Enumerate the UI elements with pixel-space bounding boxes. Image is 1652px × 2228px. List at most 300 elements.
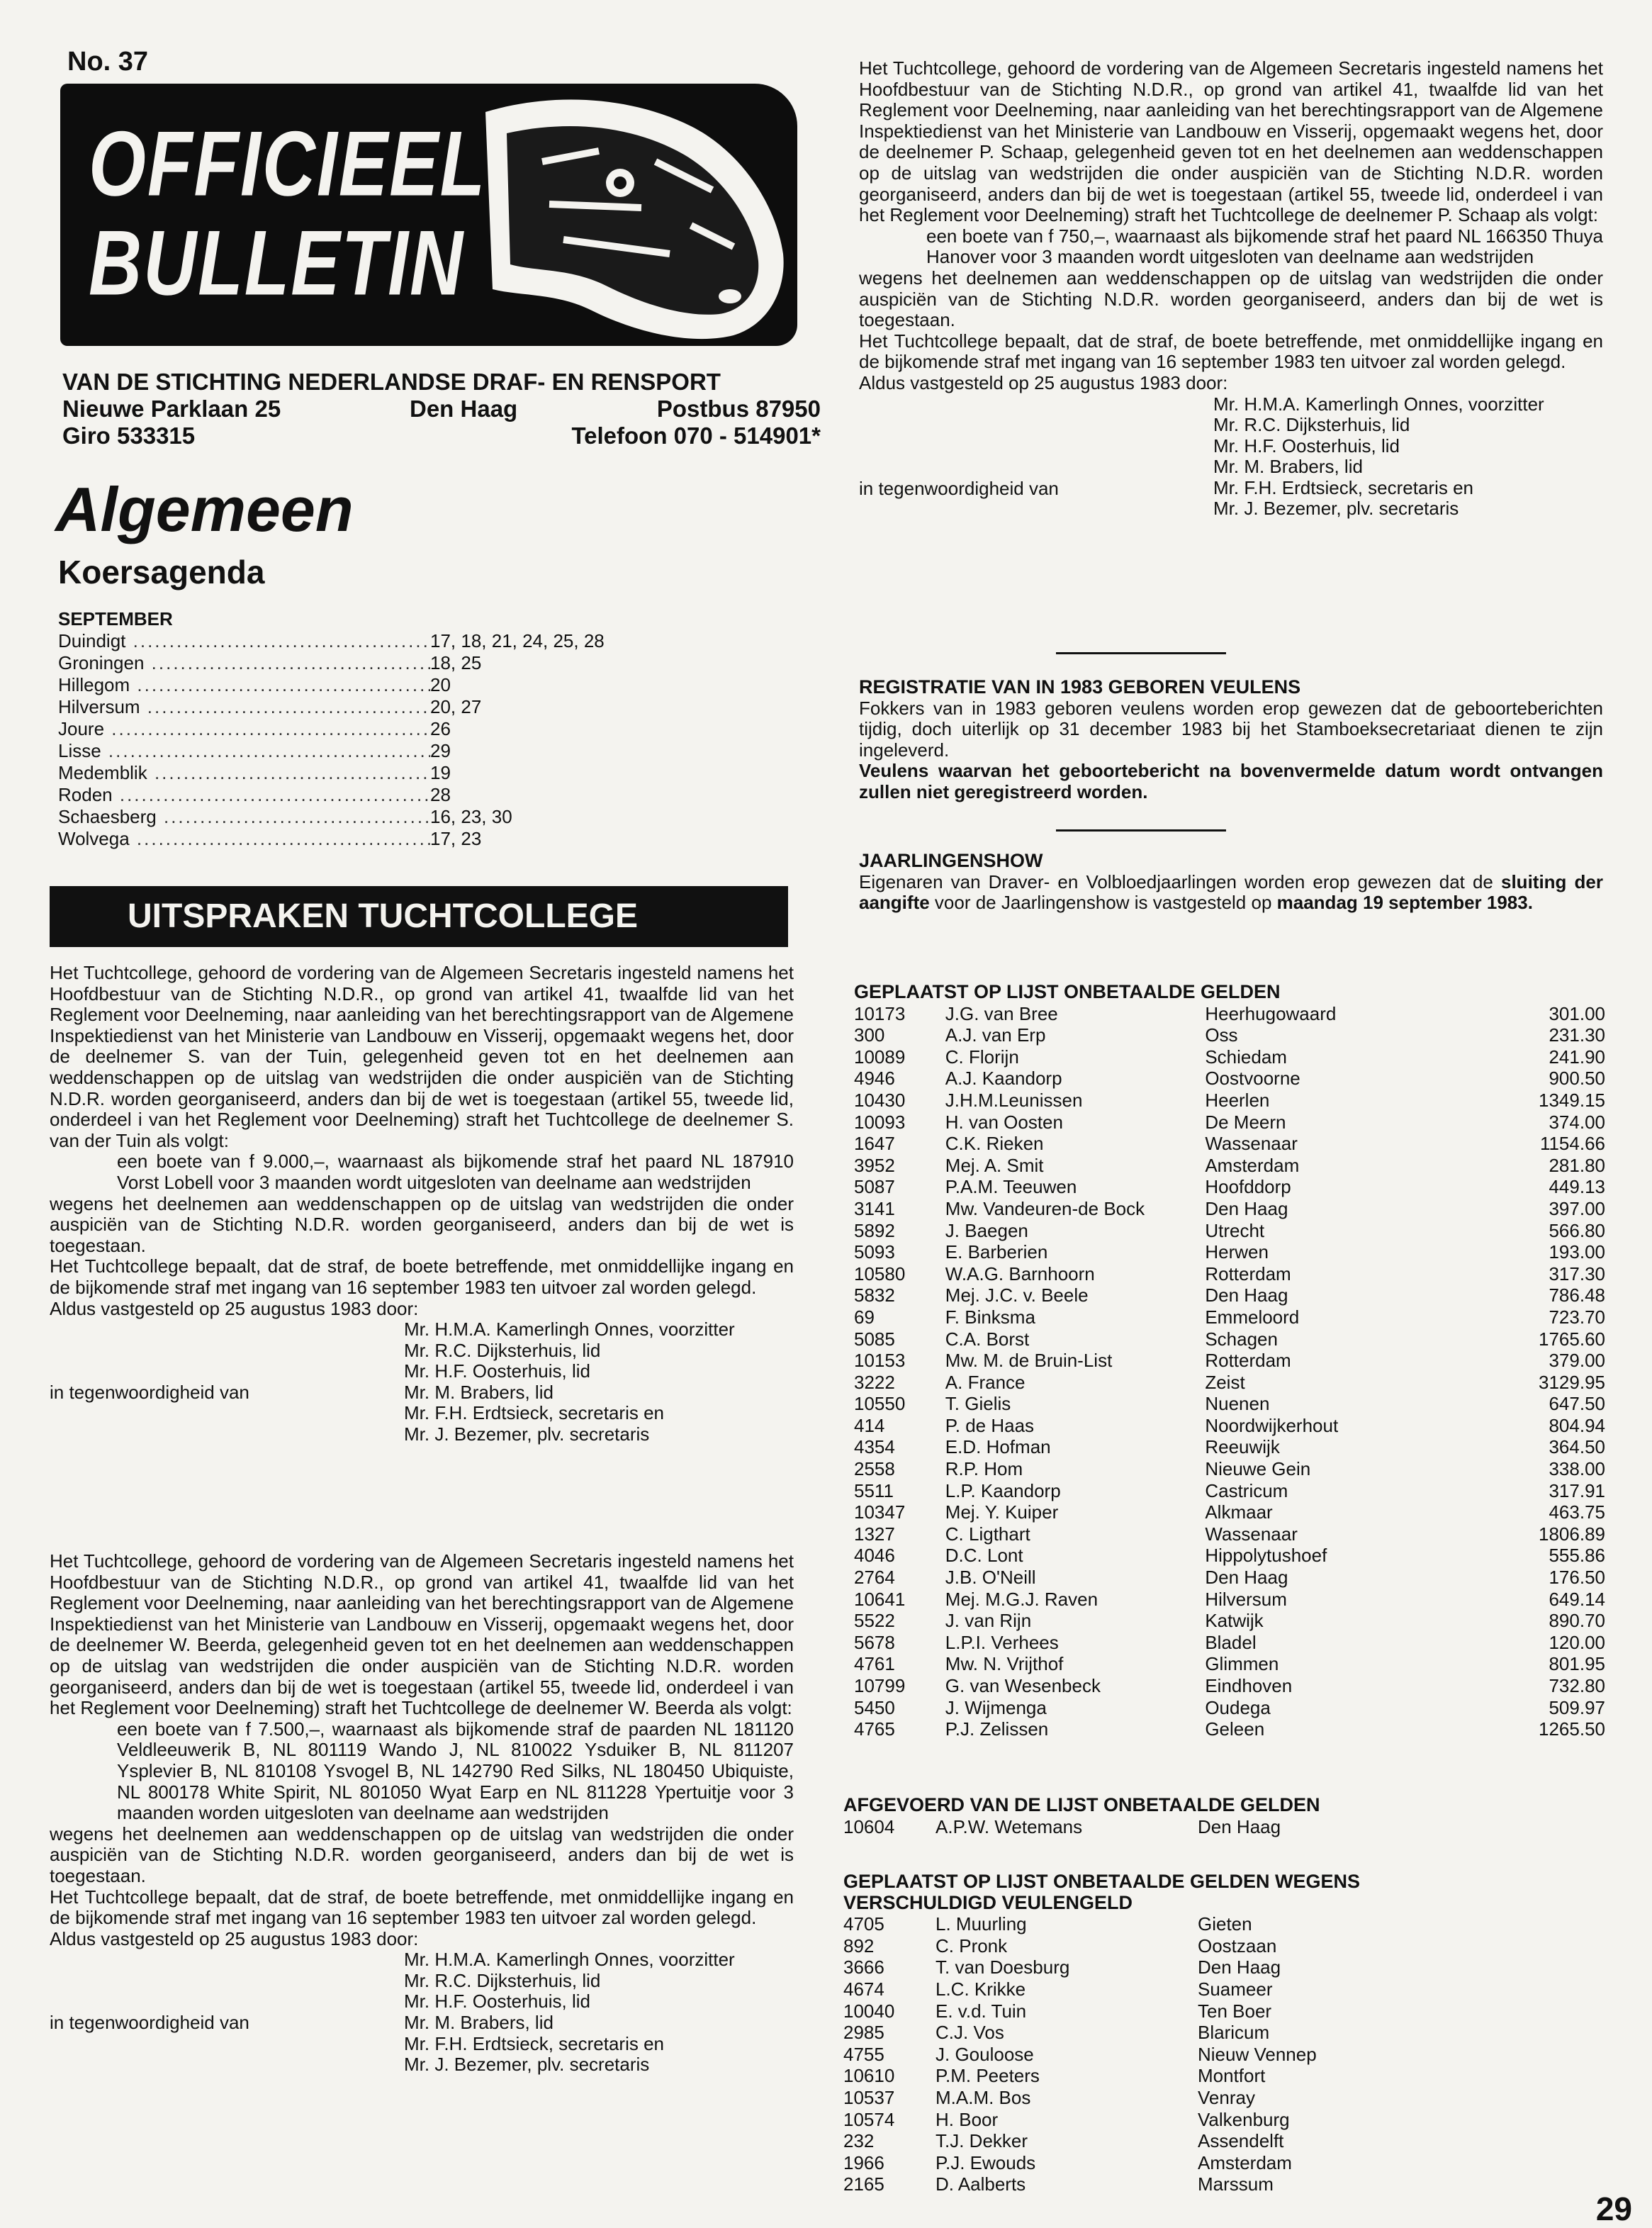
- member-name: J. Wijmenga: [945, 1696, 1047, 1718]
- amount: 1806.89: [1539, 1523, 1605, 1545]
- member-city: Oostzaan: [1198, 1935, 1277, 1957]
- table-row: [854, 1284, 1605, 1306]
- table-row: [854, 1697, 1605, 1719]
- table-row: [843, 2087, 1595, 2109]
- signatory: Mr. M. Brabers, lid: [404, 2012, 554, 2034]
- member-name: A.J. Kaandorp: [945, 1068, 1062, 1090]
- member-name: T.J. Dekker: [935, 2130, 1028, 2152]
- signatory: Mr. J. Bezemer, plv. secretaris: [1213, 498, 1459, 520]
- jaarlingen-text-b: voor de Jaarlingenshow is vastgesteld op: [929, 892, 1277, 914]
- amount: 317.91: [1549, 1479, 1605, 1501]
- agenda-row: [58, 762, 710, 784]
- member-name: E.D. Hofman: [945, 1436, 1051, 1458]
- member-name: E. Barberien: [945, 1241, 1048, 1263]
- member-number: 10089: [854, 1046, 906, 1068]
- member-city: Den Haag: [1205, 1197, 1288, 1219]
- member-number: 10799: [854, 1675, 906, 1696]
- registratie-section: [859, 677, 1603, 803]
- member-number: 10604: [843, 1815, 895, 1837]
- horse-head-icon: [457, 84, 790, 346]
- agenda-row: [58, 696, 710, 718]
- agenda-place: Duindigt .....: [58, 630, 430, 652]
- case-3-penalty: een boete van f 750,–, waarnaast als bijkomende straf het paard NL 166350 Thuya Hanover voor 3 maanden wordt uitgesloten van deelname aan wedstrijden: [926, 225, 1603, 268]
- signatory: Mr. H.M.A. Kamerlingh Onnes, voorzitter: [404, 1949, 735, 1971]
- masthead-address: [62, 369, 821, 449]
- agenda-place: Schaesberg .....: [58, 806, 430, 828]
- member-number: 10093: [854, 1111, 906, 1133]
- agenda-dates: 18, 25: [430, 652, 482, 673]
- amount: 890.70: [1549, 1610, 1605, 1632]
- table-row: [854, 1155, 1605, 1177]
- signatory: Mr. J. Bezemer, plv. secretaris: [404, 2054, 650, 2076]
- veulengeld-heading-1: GEPLAATST OP LIJST ONBETAALDE GELDEN WEGENS: [843, 1871, 1361, 1892]
- case-1: [50, 963, 794, 1445]
- agenda-dates: 19: [430, 762, 451, 783]
- amount: 786.48: [1549, 1284, 1605, 1306]
- member-name: Mej. J.C. v. Beele: [945, 1284, 1089, 1306]
- agenda-dates: 17, 23: [430, 828, 482, 849]
- member-city: Hippolytushoef: [1205, 1545, 1327, 1567]
- agenda-row: [58, 652, 710, 674]
- member-name: D. Aalberts: [935, 2173, 1026, 2195]
- member-name: C. Ligthart: [945, 1523, 1030, 1545]
- signatory: Mr. H.F. Oosterhuis, lid: [404, 1360, 590, 1382]
- page-number: 29: [1595, 2190, 1632, 2227]
- member-city: Amsterdam: [1198, 2151, 1292, 2173]
- member-name: P.J. Ewouds: [935, 2151, 1036, 2173]
- member-city: Utrecht: [1205, 1219, 1265, 1241]
- member-name: J. van Rijn: [945, 1610, 1032, 1632]
- member-number: 2558: [854, 1458, 895, 1480]
- street: Nieuwe Parklaan 25: [62, 396, 281, 422]
- member-city: Ten Boer: [1198, 2000, 1272, 2022]
- member-city: Nuenen: [1205, 1393, 1270, 1415]
- table-row: [843, 2173, 1595, 2195]
- case-1-reason: wegens het deelnemen aan weddenschappen op de uitslag van wedstrijden die onder auspiciën van de Stichting N.D.R. worden georganiseerd, anders dan bij de wet is toegestaan.: [50, 1192, 794, 1256]
- member-city: Wassenaar: [1205, 1133, 1298, 1155]
- amount: 281.80: [1549, 1154, 1605, 1176]
- member-number: 5678: [854, 1631, 895, 1653]
- agenda-month: SEPTEMBER: [58, 608, 173, 629]
- org-name: VAN DE STICHTING NEDERLANDSE DRAF- EN RENSPORT: [62, 369, 721, 395]
- member-number: 414: [854, 1414, 885, 1436]
- amount: 509.97: [1549, 1696, 1605, 1718]
- amount: 463.75: [1549, 1501, 1605, 1523]
- member-city: Reeuwijk: [1205, 1436, 1280, 1458]
- member-city: Hilversum: [1205, 1588, 1287, 1610]
- amount: 1765.60: [1539, 1328, 1605, 1350]
- agenda-place: Medemblik .....: [58, 762, 430, 784]
- member-number: 1327: [854, 1523, 895, 1545]
- section-title-algemeen: Algemeen: [55, 474, 354, 544]
- member-name: P.M. Peeters: [935, 2065, 1040, 2087]
- member-name: L.P. Kaandorp: [945, 1479, 1061, 1501]
- amount: 241.90: [1549, 1046, 1605, 1068]
- member-city: Den Haag: [1198, 1815, 1281, 1837]
- table-row: [843, 2065, 1595, 2087]
- member-number: 5511: [854, 1479, 894, 1501]
- agenda-row: [58, 718, 710, 740]
- amount: 317.30: [1549, 1263, 1605, 1284]
- member-city: Schiedam: [1205, 1046, 1287, 1068]
- member-number: 5093: [854, 1241, 895, 1263]
- member-number: 4674: [843, 1978, 884, 2000]
- amount: 364.50: [1549, 1436, 1605, 1458]
- table-row: [854, 1068, 1605, 1090]
- jaarlingen-section: [859, 851, 1603, 914]
- table-row: [843, 2000, 1595, 2022]
- giro: Giro 533315: [62, 422, 196, 449]
- amount: 649.14: [1549, 1588, 1605, 1610]
- signatory: Mr. J. Bezemer, plv. secretaris: [404, 1423, 650, 1445]
- case-3-decided: Aldus vastgesteld op 25 augustus 1983 door:: [859, 371, 1228, 393]
- member-city: Oudega: [1205, 1696, 1271, 1718]
- jaarlingen-text-a: Eigenaren van Draver- en Volbloedjaarlingen worden erop gewezen dat de: [859, 871, 1501, 892]
- table-row: [854, 1198, 1605, 1220]
- member-number: 4755: [843, 2043, 884, 2065]
- case-2: [50, 1551, 794, 2076]
- amount: 566.80: [1549, 1219, 1605, 1241]
- member-name: Mw. Vandeuren-de Bock: [945, 1197, 1145, 1219]
- member-number: 10430: [854, 1089, 906, 1111]
- member-name: C.J. Vos: [935, 2022, 1004, 2044]
- agenda-row: [58, 740, 710, 762]
- amount: 193.00: [1549, 1241, 1605, 1263]
- table-row: [843, 1913, 1595, 1935]
- case-1-penalty: een boete van f 9.000,–, waarnaast als bijkomende straf het paard NL 187910 Vorst Lobell voor 3 maanden wordt uitgesloten van deelname aan wedstrijden: [117, 1151, 794, 1193]
- member-city: Assendelft: [1198, 2130, 1284, 2152]
- case-2-decided: Aldus vastgesteld op 25 augustus 1983 door:: [50, 1927, 419, 1949]
- member-name: C. Florijn: [945, 1046, 1019, 1068]
- amount: 1349.15: [1539, 1089, 1605, 1111]
- member-number: 10173: [854, 1002, 906, 1024]
- agenda-dates: 26: [430, 718, 451, 739]
- member-city: Oostvoorne: [1205, 1068, 1300, 1090]
- jaarlingen-text: [859, 872, 1603, 914]
- table-row: [854, 1372, 1605, 1394]
- member-name: T. Gielis: [945, 1393, 1011, 1415]
- table-row: [854, 1176, 1605, 1198]
- member-name: P.J. Zelissen: [945, 1718, 1049, 1740]
- table-row: [854, 1415, 1605, 1437]
- member-number: 2764: [854, 1567, 895, 1589]
- agenda-dates: 20: [430, 674, 451, 695]
- member-name: J.B. O'Neill: [945, 1567, 1036, 1589]
- amount: 301.00: [1549, 1002, 1605, 1024]
- member-city: Den Haag: [1205, 1567, 1288, 1589]
- veulengeld-table: [843, 1913, 1595, 2195]
- amount: 1154.66: [1539, 1133, 1605, 1155]
- member-number: 10040: [843, 2000, 895, 2022]
- table-row: [843, 2130, 1595, 2152]
- amount: 723.70: [1549, 1306, 1605, 1328]
- member-number: 232: [843, 2130, 875, 2152]
- member-name: L. Muurling: [935, 1913, 1027, 1935]
- case-2-intro: Het Tuchtcollege, gehoord de vordering van de Algemeen Secretaris ingesteld namens het Hoofdbestuur van de Stichting N.D.R., op grond van artikel 41, twaalfde lid van het Reglement voor Deelneming, naar aanleiding van het berechtingsrapport van de Algemene Inspektiedienst van het Ministerie van Landbouw en Visserij, opgemaakt wegens het, door de deelnemer W. Beerda, gelegenheid geven tot en het deelnemen aan weddenschappen op de uitslag van wedstrijden die onder auspiciën van de Stichting N.D.R. worden georganiseerd, anders dan bij de wet is toegestaan (artikel 55, tweede lid, onderdeel i van het Reglement voor Deelneming) straft het Tuchtcollege de deelnemer W. Beerda als volgt:: [50, 1550, 794, 1719]
- afgevoerd-section: [843, 1795, 1595, 1837]
- member-name: J. Baegen: [945, 1219, 1028, 1241]
- divider: [1056, 829, 1226, 832]
- member-name: A.J. van Erp: [945, 1024, 1046, 1046]
- member-number: 10347: [854, 1501, 906, 1523]
- signatory: Mr. H.M.A. Kamerlingh Onnes, voorzitter: [1213, 393, 1544, 415]
- member-city: Wassenaar: [1205, 1523, 1298, 1545]
- member-name: H. Boor: [935, 2108, 999, 2130]
- member-number: 300: [854, 1024, 885, 1046]
- member-city: Nieuwe Gein: [1205, 1458, 1311, 1480]
- amount: 3129.95: [1539, 1371, 1605, 1393]
- agenda-row: [58, 784, 710, 806]
- agenda-place: Wolvega .....: [58, 828, 430, 850]
- member-city: Bladel: [1205, 1631, 1257, 1653]
- member-name: J.G. van Bree: [945, 1002, 1058, 1024]
- member-city: Eindhoven: [1205, 1675, 1293, 1696]
- registratie-text: Fokkers van in 1983 geboren veulens worden erop gewezen dat de geboorteberichten tijdig, doch uiterlijk op 31 december 1983 bij het Stamboeksecretariaat dienen te zijn ingeleverd.: [859, 697, 1603, 761]
- member-number: 5085: [854, 1328, 895, 1350]
- member-name: Mej. M.G.J. Raven: [945, 1588, 1098, 1610]
- table-row: [854, 1241, 1605, 1263]
- table-row: [854, 1675, 1605, 1697]
- case-1-intro: Het Tuchtcollege, gehoord de vordering van de Algemeen Secretaris ingesteld namens het Hoofdbestuur van de Stichting N.D.R., op grond van artikel 41, twaalfde lid van het Reglement voor Deelneming, naar aanleiding van het berechtingsrapport van de Algemene Inspektiedienst van het Ministerie van Landbouw en Visserij, opgemaakt wegens het, door de deelnemer S. van der Tuin, gelegenheid geven tot en het deelnemen aan weddenschappen op de uitslag van wedstrijden die onder auspiciën van de Stichting N.D.R. worden georganiseerd, anders dan bij de wet is toegestaan (artikel 55, tweede lid, onderdeel i van het Reglement voor Deelneming) straft het Tuchtcollege de deelnemer S. van der Tuin als volgt:: [50, 962, 794, 1151]
- city: Den Haag: [410, 396, 518, 422]
- member-number: 4046: [854, 1545, 895, 1567]
- afgevoerd-heading: AFGEVOERD VAN DE LIJST ONBETAALDE GELDEN: [843, 1794, 1320, 1815]
- table-row: [854, 1545, 1605, 1567]
- registratie-heading: REGISTRATIE VAN IN 1983 GEBOREN VEULENS: [859, 676, 1301, 698]
- member-number: 5522: [854, 1610, 895, 1632]
- member-name: C. Pronk: [935, 1935, 1008, 1957]
- member-number: 69: [854, 1306, 875, 1328]
- member-number: 4705: [843, 1913, 884, 1935]
- signatory: Mr. H.F. Oosterhuis, lid: [1213, 435, 1400, 457]
- member-city: Den Haag: [1198, 1957, 1281, 1978]
- signatory: Mr. H.M.A. Kamerlingh Onnes, voorzitter: [404, 1319, 735, 1340]
- member-number: 5087: [854, 1176, 895, 1198]
- table-row: [854, 1003, 1605, 1025]
- table-row: [854, 1133, 1605, 1155]
- case-1-signatories: [50, 1319, 794, 1445]
- presence-label: in tegenwoordigheid van: [50, 2012, 249, 2034]
- member-number: 1966: [843, 2151, 884, 2173]
- member-number: 892: [843, 1935, 875, 1957]
- case-2-reason: wegens het deelnemen aan weddenschappen op de uitslag van wedstrijden die onder auspiciën van de Stichting N.D.R. worden georganiseerd, anders dan bij de wet is toegestaan.: [50, 1823, 794, 1886]
- member-name: Mej. A. Smit: [945, 1154, 1044, 1176]
- tuchtcollege-banner: UITSPRAKEN TUCHTCOLLEGE: [50, 886, 788, 947]
- agenda-row: [58, 674, 710, 696]
- agenda-place: Joure .....: [58, 718, 430, 740]
- member-number: 3222: [854, 1371, 895, 1393]
- amount: 804.94: [1549, 1414, 1605, 1436]
- member-name: M.A.M. Bos: [935, 2086, 1031, 2108]
- onbetaald-heading: GEPLAATST OP LIJST ONBETAALDE GELDEN: [854, 981, 1281, 1002]
- presence-label: in tegenwoordigheid van: [859, 477, 1059, 499]
- member-city: Herwen: [1205, 1241, 1269, 1263]
- section-subtitle-koersagenda: Koersagenda: [58, 554, 265, 590]
- amount: 176.50: [1549, 1567, 1605, 1589]
- member-city: Montfort: [1198, 2065, 1266, 2087]
- table-row: [854, 1263, 1605, 1285]
- member-name: P. de Haas: [945, 1414, 1035, 1436]
- member-city: Noordwijkerhout: [1205, 1414, 1339, 1436]
- jaarlingen-bold-b: maandag 19 september 1983.: [1276, 892, 1533, 914]
- member-name: H. van Oosten: [945, 1111, 1063, 1133]
- agenda-row: [58, 828, 710, 850]
- amount: 338.00: [1549, 1458, 1605, 1480]
- table-row: [854, 1350, 1605, 1372]
- member-name: D.C. Lont: [945, 1545, 1023, 1567]
- table-row: [854, 1523, 1605, 1545]
- table-row: [854, 1046, 1605, 1068]
- table-row: [854, 1024, 1605, 1046]
- table-row: [843, 2044, 1595, 2066]
- case-1-decided: Aldus vastgesteld op 25 augustus 1983 door:: [50, 1297, 419, 1319]
- amount: 801.95: [1549, 1653, 1605, 1675]
- table-row: [854, 1480, 1605, 1502]
- table-row: [854, 1501, 1605, 1523]
- member-city: Schagen: [1205, 1328, 1278, 1350]
- signatory: Mr. F.H. Erdtsieck, secretaris en: [1213, 476, 1473, 498]
- member-name: A.P.W. Wetemans: [935, 1815, 1083, 1837]
- signatory: Mr. M. Brabers, lid: [404, 1381, 554, 1403]
- member-number: 4354: [854, 1436, 895, 1458]
- member-name: E. v.d. Tuin: [935, 2000, 1027, 2022]
- veulengeld-heading-2: VERSCHULDIGD VEULENGELD: [843, 1891, 1133, 1913]
- member-city: Suameer: [1198, 1978, 1273, 2000]
- agenda-dates: 28: [430, 784, 451, 805]
- table-row: [854, 1718, 1605, 1740]
- member-city: Heerlen: [1205, 1089, 1270, 1111]
- amount: 647.50: [1549, 1393, 1605, 1415]
- amount: 379.00: [1549, 1350, 1605, 1372]
- member-number: 10537: [843, 2086, 895, 2108]
- agenda-row: [58, 806, 710, 828]
- signatory: Mr. R.C. Dijksterhuis, lid: [1213, 414, 1410, 436]
- table-row: [854, 1393, 1605, 1415]
- member-city: Glimmen: [1205, 1653, 1279, 1675]
- member-number: 3141: [854, 1197, 895, 1219]
- race-agenda: [58, 608, 710, 850]
- masthead-logo: [60, 84, 797, 346]
- member-number: 4946: [854, 1068, 895, 1090]
- case-2-effect: Het Tuchtcollege bepaalt, dat de straf, de boete betreffende, met onmiddellijke ingang en de bijkomende straf met ingang van 16 september 1983 ten uitvoer zal worden gelegd.: [50, 1886, 794, 1929]
- table-row: [843, 1816, 1595, 1838]
- amount: 555.86: [1549, 1545, 1605, 1567]
- member-number: 5450: [854, 1696, 895, 1718]
- member-number: 10610: [843, 2065, 895, 2087]
- member-city: Gieten: [1198, 1913, 1252, 1935]
- agenda-dates: 20, 27: [430, 696, 482, 717]
- member-city: Nieuw Vennep: [1198, 2043, 1317, 2065]
- table-row: [843, 2109, 1595, 2131]
- case-2-signatories: [50, 1949, 794, 2076]
- member-name: J.H.M.Leunissen: [945, 1089, 1083, 1111]
- agenda-place: Groningen .....: [58, 652, 430, 674]
- logo-word-officieel: OFFICIEEL: [89, 113, 487, 216]
- divider: [1056, 652, 1226, 654]
- member-city: Blaricum: [1198, 2022, 1270, 2044]
- member-city: Emmeloord: [1205, 1306, 1300, 1328]
- agenda-row: [58, 630, 710, 652]
- member-city: Rotterdam: [1205, 1350, 1291, 1372]
- case-3-intro: Het Tuchtcollege, gehoord de vordering van de Algemeen Secretaris ingesteld namens het Hoofdbestuur van de Stichting N.D.R., op grond van artikel 41, twaalfde lid van het Reglement voor Deelneming, naar aanleiding van het berechtingsrapport van de Algemene Inspektiedienst van het Ministerie van Landbouw en Visserij, opgemaakt wegens het, door de deelnemer P. Schaap, gelegenheid geven tot en het deelnemen aan weddenschappen op de uitslag van wedstrijden die onder auspiciën van de Stichting N.D.R. worden georganiseerd, anders dan bij de wet is toegestaan (artikel 55, tweede lid, onderdeel i van het Reglement voor Deelneming) straft het Tuchtcollege de deelnemer P. Schaap als volgt:: [859, 57, 1603, 226]
- agenda-dates: 29: [430, 740, 451, 761]
- member-name: L.C. Krikke: [935, 1978, 1026, 2000]
- member-city: Alkmaar: [1205, 1501, 1273, 1523]
- agenda-place: Roden .....: [58, 784, 430, 806]
- signatory: Mr. M. Brabers, lid: [1213, 456, 1363, 478]
- table-row: [854, 1090, 1605, 1112]
- member-city: Castricum: [1205, 1479, 1288, 1501]
- member-name: F. Binksma: [945, 1306, 1035, 1328]
- agenda-place: Lisse .....: [58, 740, 430, 762]
- member-city: Hoofddorp: [1205, 1176, 1291, 1198]
- member-name: R.P. Hom: [945, 1458, 1023, 1480]
- member-name: Mw. M. de Bruin-List: [945, 1350, 1113, 1372]
- table-row: [854, 1458, 1605, 1480]
- onbetaald-section: [854, 982, 1605, 1740]
- member-city: Amsterdam: [1205, 1154, 1300, 1176]
- member-city: Geleen: [1205, 1718, 1265, 1740]
- agenda-dates: 16, 23, 30: [430, 806, 512, 827]
- table-row: [843, 1935, 1595, 1957]
- signatory: Mr. R.C. Dijksterhuis, lid: [404, 1969, 601, 1991]
- table-row: [854, 1589, 1605, 1611]
- signatory: Mr. H.F. Oosterhuis, lid: [404, 1991, 590, 2013]
- member-number: 1647: [854, 1133, 895, 1155]
- amount: 374.00: [1549, 1111, 1605, 1133]
- table-row: [854, 1610, 1605, 1632]
- table-row: [843, 1978, 1595, 2000]
- signatory: Mr. F.H. Erdtsieck, secretaris en: [404, 2032, 664, 2054]
- case-1-effect: Het Tuchtcollege bepaalt, dat de straf, de boete betreffende, met onmiddellijke ingang en de bijkomende straf met ingang van 16 september 1983 ten uitvoer zal worden gelegd.: [50, 1255, 794, 1298]
- amount: 120.00: [1549, 1631, 1605, 1653]
- member-name: J. Gouloose: [935, 2043, 1034, 2065]
- agenda-dates: 17, 18, 21, 24, 25, 28: [430, 630, 605, 651]
- logo-word-bulletin: BULLETIN: [89, 212, 465, 315]
- agenda-place: Hillegom .....: [58, 674, 430, 696]
- member-name: C.A. Borst: [945, 1328, 1030, 1350]
- member-name: W.A.G. Barnhoorn: [945, 1263, 1095, 1284]
- member-city: Marssum: [1198, 2173, 1274, 2195]
- member-city: Zeist: [1205, 1371, 1245, 1393]
- table-row: [843, 2022, 1595, 2044]
- amount: 449.13: [1549, 1176, 1605, 1198]
- amount: 900.50: [1549, 1068, 1605, 1090]
- signatory: Mr. R.C. Dijksterhuis, lid: [404, 1339, 601, 1361]
- case-3-reason: wegens het deelnemen aan weddenschappen op de uitslag van wedstrijden die onder auspiciën van de Stichting N.D.R. worden georganiseerd, anders dan bij de wet is toegestaan.: [859, 267, 1603, 331]
- member-city: Venray: [1198, 2086, 1255, 2108]
- member-number: 2165: [843, 2173, 884, 2195]
- member-name: A. France: [945, 1371, 1026, 1393]
- member-name: Mej. Y. Kuiper: [945, 1501, 1059, 1523]
- jaarlingen-heading: JAARLINGENSHOW: [859, 850, 1043, 871]
- member-city: Oss: [1205, 1024, 1238, 1046]
- member-name: T. van Doesburg: [935, 1957, 1070, 1978]
- case-2-penalty: een boete van f 7.500,–, waarnaast als bijkomende straf de paarden NL 181120 Veldleeuwerik B, NL 801119 Wando J, NL 810022 Ysduiker B, NL 811207 Ysplevier B, NL 810108 Ysvogel B, NL 142790 Red Silks, NL 180450 Ubiquiste, NL 800178 White Spirit, NL 801050 Wyat Earp en NL 811228 Ypertuitje voor 3 maanden worden uitgesloten van deelname aan wedstrijden: [117, 1718, 794, 1824]
- amount: 732.80: [1549, 1675, 1605, 1696]
- afgevoerd-table: [843, 1816, 1595, 1838]
- member-city: Den Haag: [1205, 1284, 1288, 1306]
- table-row: [843, 2152, 1595, 2174]
- telefoon: Telefoon 070 - 514901*: [571, 422, 821, 449]
- postbus: Postbus 87950: [656, 396, 821, 422]
- member-name: Mw. N. Vrijthof: [945, 1653, 1064, 1675]
- member-number: 10580: [854, 1263, 906, 1284]
- member-number: 4765: [854, 1718, 895, 1740]
- member-name: L.P.I. Verhees: [945, 1631, 1059, 1653]
- member-name: C.K. Rieken: [945, 1133, 1044, 1155]
- member-number: 3666: [843, 1957, 884, 1978]
